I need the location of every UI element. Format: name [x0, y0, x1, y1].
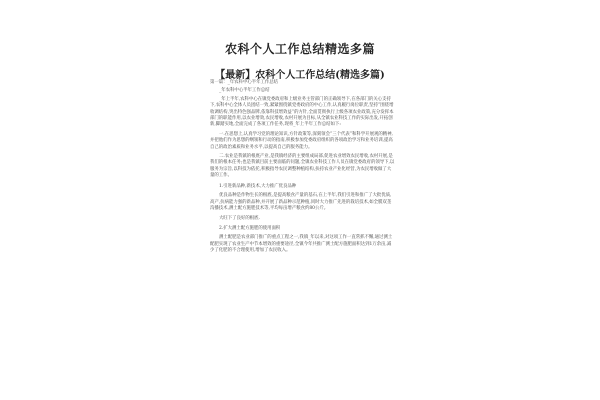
paragraph: 优良品种是作物生长的根底,是提高粮食产量的基石,在上半年,我们引进和推广了大批优质,高产,抗病能力强的新品种,并开展了新品种示范种植,同时大力推广先进的栽培技术,如全膜双垄沟播技术,测土配方施肥技术等,平均每亩增产粮食约80公斤。: [210, 193, 392, 211]
document-body: [210, 80, 395, 257]
paragraph: 大旺下了良好的根底.: [219, 216, 260, 222]
document-title: 农科个人工作总结精选多篇: [224, 42, 375, 56]
paragraph: 测土配肥是农业部门推广的重点工程之一,我镇_年以来,对这项工作一直常抓不懈,通过测土配肥实现了农业生产中节本增效的重要途径,全镇今年共推广测土配方施肥面积达到1万余亩,减少了化肥的不合理使用,增加了农民收入。: [210, 235, 393, 253]
section-subheading: _年农科中心半年工作总结: [219, 88, 270, 94]
paragraph: 二.农业是我镇的根底产业,是我镇经济的主要组成局部,促进农业增效农民增收,农村开展,是我们的根本任务;也是我镇目前主要面临的问题,全镇农业科技工作人员在镇党委政府的领导下,以服务为宗旨,以科技为依托,积极指导农民调整种植结构,扶持农业产业化经营,为农民增收做了大量的工作。: [210, 154, 395, 179]
paragraph-heading: 1.引进新品种,新技术,大力推广优良品种: [219, 183, 297, 189]
section-heading: 第一篇：_年农科中心半年工作总结: [210, 80, 279, 85]
paragraph-heading: 2.扩大测土配方施肥的使用面积: [219, 225, 281, 231]
paragraph: _年上半年,农科中心在镇党委政府和上级业务主管部门的正确领导下,在各部门的关心支持下,农科中心全体人员团结一致,紧紧围绕镇党委政府的中心工作,认真履行岗位职责,坚持“围绕增收调结构,突出特色强品牌,依靠科技增效益”的方针,全面贯彻执行上级各项农业政策,充分发挥本部门的职能作用,以农业增效,农民增收,农村开展为目标,从全镇农业科技工作的实际出发,开拓创新,脚踏实地,全面完成了各项工作任务,现将_年上半年工作总结如下:: [210, 96, 394, 128]
document-subtitle: 【最新】农科个人工作总结(精选多篇): [215, 70, 385, 81]
paragraph: 一.在思想上,认真学习党的理论知识,方针政策等,深刻领会“三个代表”和科学开展观的精神,并把他们作为思想的纲领和行动的指南,积极参加党委政府组织的各项政治学习和业务培训,提高自己的政治素质和业务水平,以提高自己的服务能力。: [210, 131, 393, 150]
